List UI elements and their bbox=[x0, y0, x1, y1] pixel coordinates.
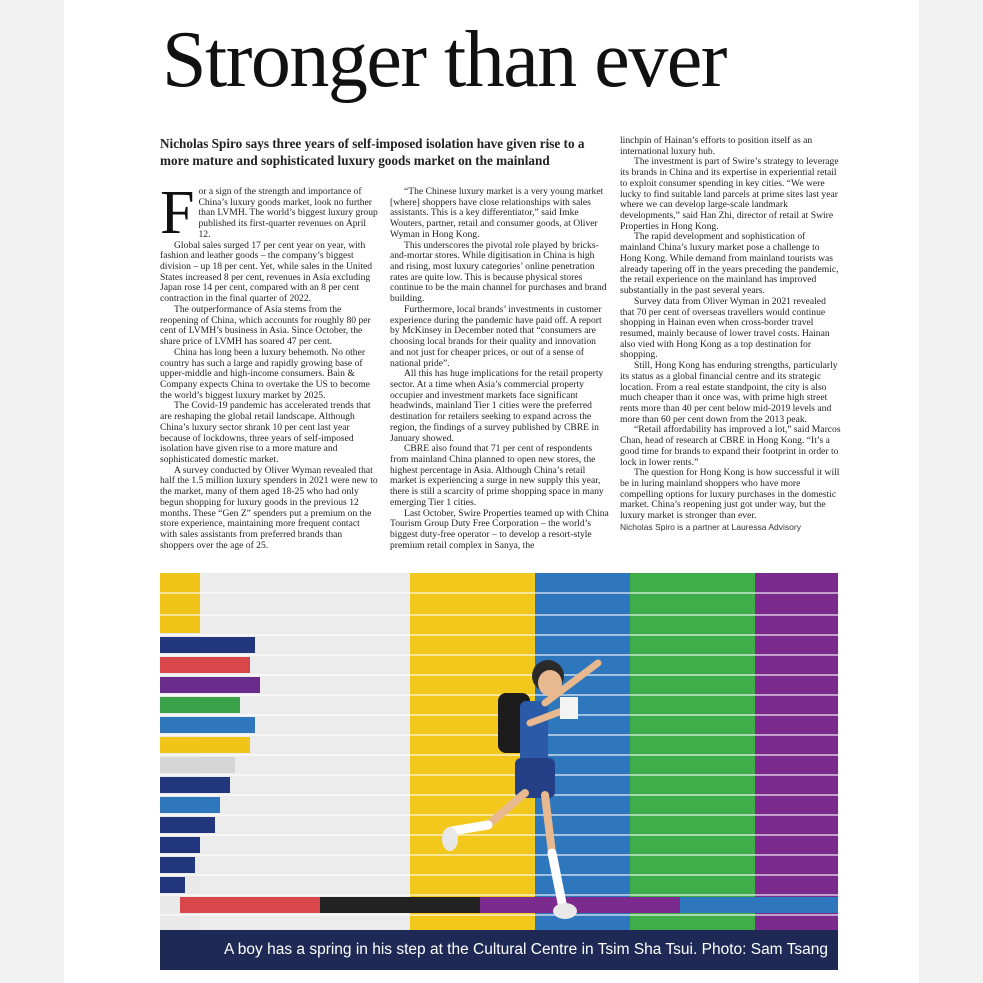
paragraph: The rapid development and sophistication of mainland China’s luxury market pose a challenge to Hong Kong. While demand from mainland tourists was already tapering off in the years preceding the pandemic, the retail experience on the mainland has improved substantially in the past several years. bbox=[620, 231, 839, 297]
drop-cap: F bbox=[160, 179, 195, 247]
paragraph: “Retail affordability has improved a lot,” said Marcos Chan, head of research at CBRE in Hong Kong. “It’s a good time for brands to expand their footprint in order to lock in lower rents.” bbox=[620, 424, 841, 468]
article-column-2 bbox=[390, 187, 610, 551]
paragraph: linchpin of Hainan’s efforts to position itself as an international luxury hub. bbox=[620, 135, 813, 157]
paragraph: Furthermore, local brands’ investments in customer experience during the pandemic have paid off. A report by McKinsey in December noted that “consumers are choosing local brands for their quality and innovation and not just for cheaper prices, or out of a sense of national pride”. bbox=[390, 303, 602, 369]
paragraph: All this has huge implications for the retail property sector. At a time when Asia’s commercial property occupier and investment markets face significant headwinds, mainland Tier 1 cities were the preferred destination for retailers seeking to expand across the region, the findings of a survey published by CBRE in January showed. bbox=[390, 368, 604, 444]
photo-caption: A boy has a spring in his step at the Cultural Centre in Tsim Sha Tsui. Photo: Sam Tsang bbox=[160, 930, 838, 970]
paragraph: The question for Hong Kong is how successful it will be in luring mainland shoppers who have more compelling options for luxury purchases in the domestic market. China’s reopening just got under way, but the luxury market is stronger than ever. bbox=[620, 467, 840, 522]
author-byline: Nicholas Spiro is a partner at Lauressa Advisory bbox=[620, 521, 801, 532]
paragraph: Survey data from Oliver Wyman in 2021 revealed that 70 per cent of overseas travellers would continue shopping in Hainan even when cross-border travel resumed, mainly because of lower travel costs. Hainan also vied with Hong Kong as a top destination for shopping. bbox=[620, 295, 830, 361]
paragraph: Still, Hong Kong has enduring strengths, particularly its status as a global financial centre and its strategic location. From a real estate standpoint, the city is also much cheaper than it once was, with prime high street rents more than 40 per cent below mid-2019 levels and more than 60 per cent down from the 2013 peak. bbox=[620, 360, 838, 425]
paragraph: The investment is part of Swire’s strategy to leverage its brands in China and its expertise in experiential retail to exploit consumer spending in key cities. “We were lucky to find suitable land parcels at prime sites last year where we can develop large-scale landmark developments,” said Han Zhi, director of retail at Swire Properties in Hong Kong. bbox=[620, 156, 839, 232]
photo-stairs-illustration bbox=[160, 573, 838, 970]
paragraph: CBRE also found that 71 per cent of respondents from mainland China planned to open new stores, the highest percentage in Asia. Although China’s retail market is experiencing a surge in new supply this year, there is still a scarcity of prime shopping space in many emerging Tier 1 cities. bbox=[390, 443, 604, 508]
paragraph: The Covid-19 pandemic has accelerated trends that are reshaping the global retail landscape. Although China’s luxury sector shrank 10 per cent last year because of lockdowns, three years of self-imposed isolation have given rise to a more mature and sophisticated domestic market. bbox=[160, 400, 371, 465]
paragraph: The outperformance of Asia stems from the reopening of China, which accounts for roughly 80 per cent of LVMH’s business in Asia. Since October, the share price of LVMH has soared 47 per cent. bbox=[160, 303, 371, 348]
headline: Stronger than ever bbox=[162, 16, 726, 104]
article-column-1 bbox=[160, 179, 378, 551]
standfirst: Nicholas Spiro says three years of self-imposed isolation have given rise to a more mature and sophisticated luxury goods market on the mainland bbox=[160, 136, 585, 168]
paragraph: China has long been a luxury behemoth. No other country has such a large and rapidly growing base of upper-middle and high-income consumers. Bain & Company expects China to overtake the US to become the world’s biggest luxury market by 2025. bbox=[160, 346, 370, 401]
paragraph: A survey conducted by Oliver Wyman revealed that half the 1.5 million luxury spenders in 2021 were new to the market, many of them aged 18-25 who had only begun shopping for luxury goods in the previous 12 months. These “Gen Z” spenders put a premium on the store experience, maintaining more frequent contact with sales assistants from preferred brands than shoppers over the age of 25. bbox=[160, 464, 378, 551]
article-photo bbox=[160, 573, 838, 970]
paragraph: “The Chinese luxury market is a very young market [where] shoppers have close relationships with sales assistants. This is a key differentiator,” said Imke Wouters, partner, retail and consumer goods, at Oliver Wyman in Hong Kong. bbox=[390, 186, 604, 240]
article-column-3 bbox=[620, 136, 842, 533]
paragraph: Global sales surged 17 per cent year on year, with fashion and leather goods – the company’s biggest division – up 18 per cent. Yet, while sales in the United States increased 8 per cent, revenues in Asia excluding Japan rose 14 per cent, compared with an 8 per cent contraction in the final quarter of 2022. bbox=[160, 239, 373, 305]
paragraph: This underscores the pivotal role played by bricks-and-mortar stores. While digitisation in China is high and rising, most luxury categories’ online penetration rates are quite low. This is because physical stores continue to be the main channel for purchases and brand building. bbox=[390, 239, 607, 305]
newspaper-page bbox=[64, 0, 919, 983]
paragraph: Last October, Swire Properties teamed up with China Tourism Group Duty Free Corporation – the world’s biggest duty-free operator – to develop a resort-style premium retail complex in Sanya, the bbox=[390, 507, 609, 551]
paragraph: or a sign of the strength and importance of China’s luxury goods market, look no further than LVMH. The world’s biggest luxury group published its first-quarter revenues on April 12. bbox=[198, 186, 378, 240]
